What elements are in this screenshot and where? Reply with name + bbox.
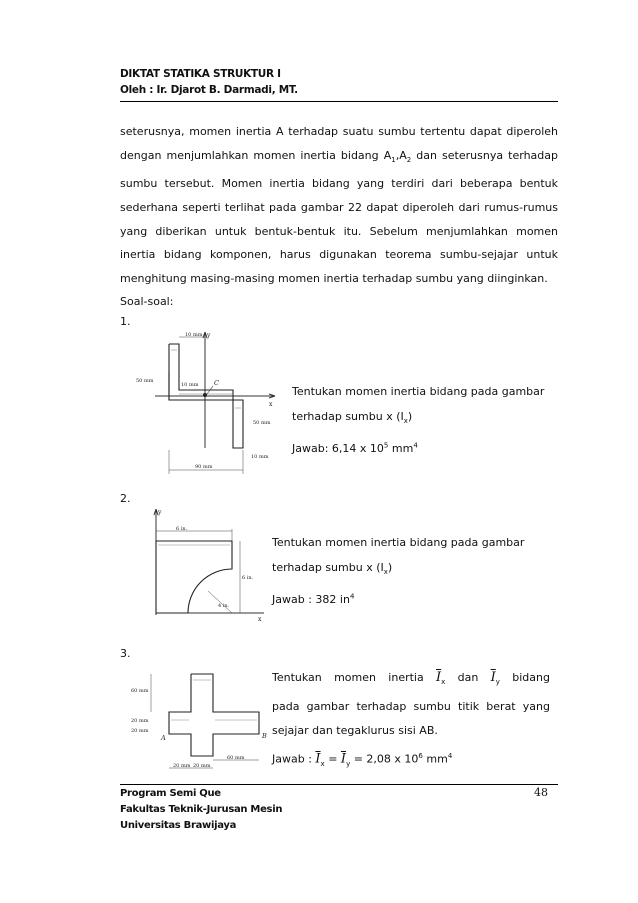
svg-text:10 mm: 10 mm: [185, 332, 203, 338]
problem-1-figure: [135, 328, 283, 476]
ix-bar-symbol: $\overline{I}$: [436, 670, 442, 685]
svg-text:20 mm: 20 mm: [131, 718, 149, 724]
svg-text:50 mm: 50 mm: [136, 378, 154, 384]
iy-bar-symbol: $\overline{I}$: [490, 670, 496, 685]
svg-text:20 mm: 20 mm: [193, 763, 211, 769]
page-header: [120, 66, 298, 98]
problem-2-figure: [146, 505, 270, 623]
problem-3-answer: Jawab : $\overline{I}_x = \overline{I}_y = 2,08$ x $10^6$ $mm^4$: [272, 751, 453, 768]
svg-text:x: x: [269, 401, 273, 408]
svg-text:50 mm: 50 mm: [253, 420, 271, 426]
body-text: [120, 120, 558, 314]
svg-text:60 mm: 60 mm: [227, 755, 245, 761]
svg-text:90 mm: 90 mm: [195, 464, 213, 470]
svg-text:20 mm: 20 mm: [173, 763, 191, 769]
svg-text:10 mm: 10 mm: [181, 382, 199, 388]
svg-text:4 in.: 4 in.: [218, 603, 230, 609]
svg-text:6 in.: 6 in.: [176, 526, 188, 532]
page-number: 48: [534, 786, 548, 799]
svg-text:20 mm: 20 mm: [131, 728, 149, 734]
svg-text:C: C: [214, 379, 219, 387]
svg-text:10 mm: 10 mm: [251, 454, 269, 460]
header-rule: [120, 101, 558, 102]
problem-1-number: 1.: [120, 315, 131, 328]
footer-rule: [120, 784, 558, 785]
problem-2-number: 2.: [120, 492, 131, 505]
problem-2-answer: Jawab : 382 $in^4$: [272, 592, 355, 606]
svg-text:y: y: [207, 332, 211, 339]
svg-text:60 mm: 60 mm: [131, 688, 149, 694]
problem-1-answer: Jawab: 6,14 x $10^5$ $mm^4$: [292, 441, 418, 455]
problem-3-text: Tentukan momen inertia $\overline{I}_x$ dan $\overline{I}_y$ bidang pada gambar terhadap sumbu titik berat yang sejajar dan tegaklurus sisi AB. Jawab : $\overline{I}_x = \overline{I}_y = 2,08$ x $10^6$ $mm^4$: [272, 666, 550, 776]
svg-text:6 in.: 6 in.: [242, 575, 254, 581]
document-author: Oleh : Ir. Djarot B. Darmadi, MT.: [120, 84, 298, 96]
problem-3-number: 3.: [120, 647, 131, 660]
document-title: DIKTAT STATIKA STRUKTUR I: [120, 68, 281, 80]
svg-text:B: B: [262, 732, 267, 740]
intro-paragraph: seterusnya, momen inertia A terhadap suatu sumbu tertentu dapat diperoleh dengan menjumlahkan momen inertia bidang $A_1,A_2$ dan seterusnya terhadap sumbu tersebut. Momen inertia bidang yang terdiri dari beberapa bentuk sederhana seperti terlihat pada gambar 22 dapat diperoleh dari rumus-rumus yang diberikan untuk bentuk-bentuk itu. Sebelum menjumlahkan momen inertia bidang komponen, harus digunakan teorema sumbu-sejajar untuk menghitung masing-masing momen inertia terhadap sumbu yang diinginkan.: [120, 125, 558, 285]
svg-text:A: A: [161, 734, 166, 742]
problem-3-figure: [131, 660, 271, 772]
problem-2-text: Tentukan momen inertia bidang pada gambar terhadap sumbu x $(I_x)$ Jawab : 382 $in^4$: [272, 536, 525, 606]
problem-1-text: Tentukan momen inertia bidang pada gambar terhadap sumbu x $(I_x)$ Jawab: 6,14 x $10^5$ $mm^4$: [292, 385, 545, 455]
soal-label: Soal-soal:: [120, 295, 174, 309]
page-footer: Program Semi Que Fakultas Teknik-Jurusan Mesin Universitas Brawijaya: [120, 788, 283, 831]
svg-text:x: x: [258, 616, 262, 623]
svg-text:y: y: [158, 509, 162, 516]
